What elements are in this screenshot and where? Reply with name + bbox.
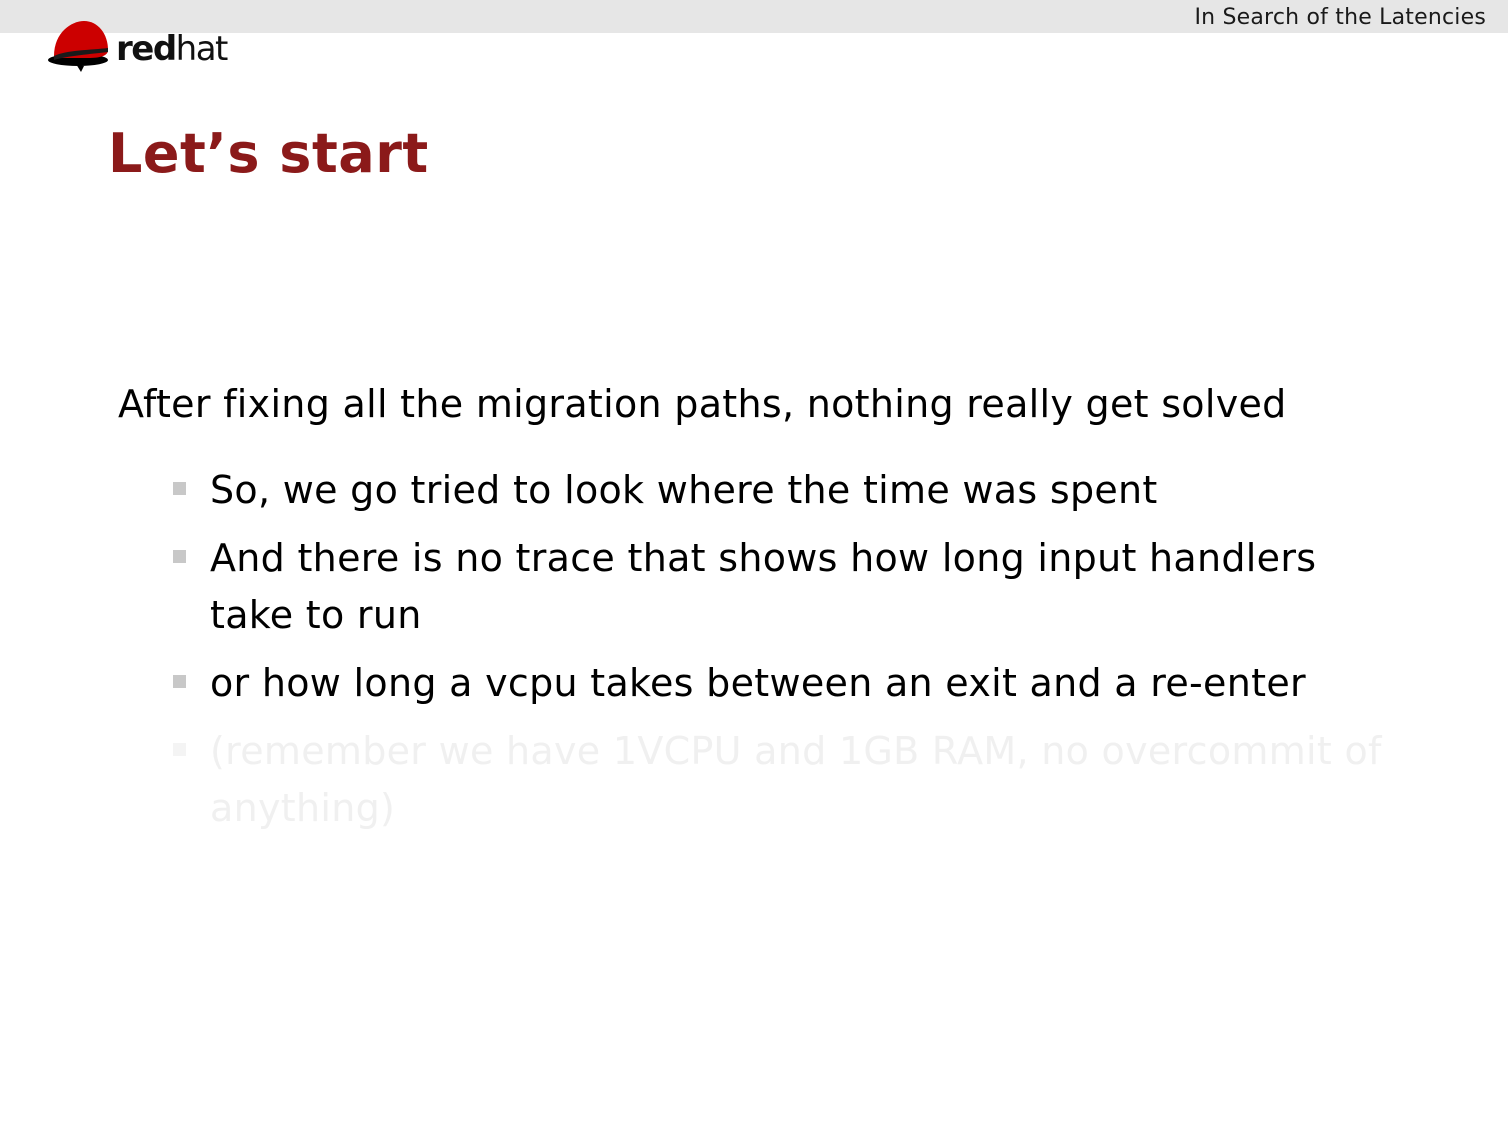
intro-text: After fixing all the migration paths, nothing really get solved: [118, 382, 1287, 426]
redhat-wordmark: [116, 29, 227, 69]
bullet-marker-icon: [173, 675, 186, 688]
logo-text-normal: hat: [175, 29, 227, 69]
slide-title: Let’s start: [108, 122, 429, 185]
logo-text-bold: red: [116, 29, 176, 69]
bullet-item: [170, 655, 1410, 712]
bullet-item: [170, 462, 1410, 519]
bullet-marker-icon: [173, 550, 186, 563]
bullet-marker-icon: [173, 482, 186, 495]
bullet-text: And there is no trace that shows how long input handlers take to run: [210, 536, 1317, 637]
bullet-list: [170, 462, 1410, 848]
bullet-marker-icon: [173, 743, 186, 756]
bullet-text: (remember we have 1VCPU and 1GB RAM, no overcommit of anything): [210, 729, 1382, 830]
redhat-logo: [48, 18, 248, 74]
bullet-text: or how long a vcpu takes between an exit and a re-enter: [210, 661, 1306, 705]
redhat-hat-icon: [48, 18, 116, 74]
bullet-text: So, we go tried to look where the time was spent: [210, 468, 1158, 512]
bullet-item-faded: [170, 723, 1410, 837]
bullet-item: [170, 530, 1410, 644]
presentation-title: In Search of the Latencies: [1194, 5, 1486, 30]
